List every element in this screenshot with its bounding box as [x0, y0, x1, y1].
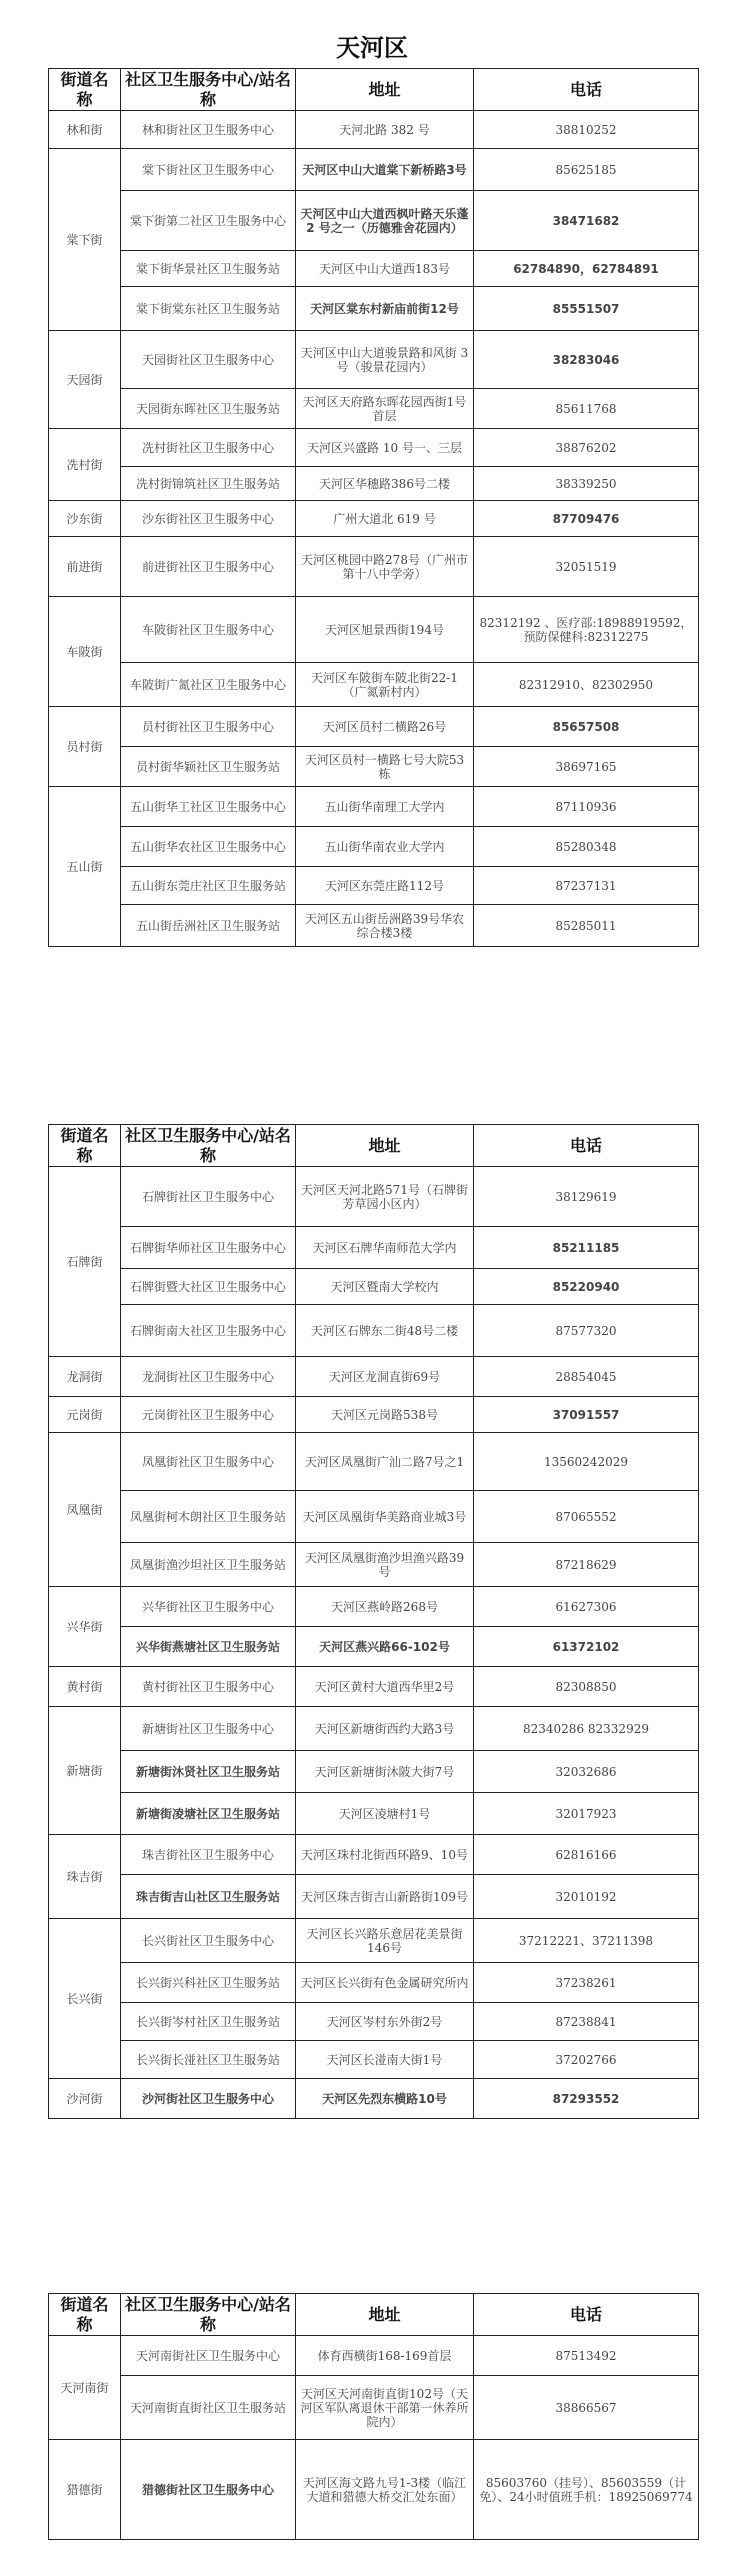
center-cell: 石牌街华师社区卫生服务中心 [121, 1227, 296, 1269]
table-row [49, 501, 699, 537]
table-header [49, 69, 699, 111]
phone-cell: 87293552 [474, 2079, 699, 2119]
table-row [49, 1397, 699, 1433]
phone-cell: 87110936 [474, 787, 699, 827]
table-header [49, 1125, 699, 1167]
address-cell: 天河区石牌东二街48号二楼 [296, 1305, 474, 1357]
center-cell: 员村街华颖社区卫生服务站 [121, 747, 296, 787]
table-row [49, 1707, 699, 1751]
address-cell: 天河区天河北路571号（石牌街芳草园小区内） [296, 1167, 474, 1227]
header-phone: 电话 [474, 1125, 699, 1167]
header-phone: 电话 [474, 2294, 699, 2336]
address-cell: 天河区新塘街西约大路3号 [296, 1707, 474, 1751]
center-cell: 棠下街社区卫生服务中心 [121, 149, 296, 191]
phone-cell: 32010192 [474, 1875, 699, 1919]
table-row [49, 1305, 699, 1357]
address-cell: 天河区凤凰街华美路商业城3号 [296, 1491, 474, 1543]
header-address: 地址 [296, 2294, 474, 2336]
table-row [49, 251, 699, 287]
header-center: 社区卫生服务中心/站名称 [121, 69, 296, 111]
table-row [49, 663, 699, 707]
clinic-table-3 [48, 2293, 699, 2540]
address-cell: 天河区珠村北街西环路9、10号 [296, 1835, 474, 1875]
table-row [49, 1667, 699, 1707]
phone-cell: 85611768 [474, 389, 699, 429]
center-cell: 长兴街兴科社区卫生服务站 [121, 1963, 296, 2003]
table-row [49, 1357, 699, 1397]
phone-cell: 87238841 [474, 2003, 699, 2041]
address-cell: 天河区棠东村新庙前街12号 [296, 287, 474, 331]
center-cell: 长兴街长湴社区卫生服务站 [121, 2041, 296, 2079]
phone-cell: 85280348 [474, 827, 699, 867]
table-row [49, 2003, 699, 2041]
center-cell: 凤凰街社区卫生服务中心 [121, 1433, 296, 1491]
phone-cell: 38129619 [474, 1167, 699, 1227]
center-cell: 元岗街社区卫生服务中心 [121, 1397, 296, 1433]
phone-cell: 37212221、37211398 [474, 1919, 699, 1963]
address-cell: 广州大道北 619 号 [296, 501, 474, 537]
table-row [49, 331, 699, 389]
street-cell: 天园街 [49, 331, 121, 429]
page-title: 天河区 [336, 34, 408, 62]
header-address: 地址 [296, 69, 474, 111]
phone-cell: 85211185 [474, 1227, 699, 1269]
header-center: 社区卫生服务中心/站名称 [121, 2294, 296, 2336]
phone-cell: 87237131 [474, 867, 699, 905]
phone-cell: 62784890，62784891 [474, 251, 699, 287]
center-cell: 车陂街广氮社区卫生服务中心 [121, 663, 296, 707]
street-cell: 珠吉街 [49, 1835, 121, 1919]
address-cell: 天河区员村二横路26号 [296, 707, 474, 747]
street-cell: 猎德街 [49, 2440, 121, 2540]
table-row [49, 1627, 699, 1667]
center-cell: 前进街社区卫生服务中心 [121, 537, 296, 597]
center-cell: 棠下街华景社区卫生服务站 [121, 251, 296, 287]
table-row [49, 2336, 699, 2376]
table-row [49, 467, 699, 501]
address-cell: 五山街华南农业大学内 [296, 827, 474, 867]
center-cell: 天河南街社区卫生服务中心 [121, 2336, 296, 2376]
table-row [49, 707, 699, 747]
phone-cell: 32032686 [474, 1751, 699, 1793]
center-cell: 五山街东莞庄社区卫生服务站 [121, 867, 296, 905]
center-cell: 珠吉街社区卫生服务中心 [121, 1835, 296, 1875]
table-row [49, 2041, 699, 2079]
address-cell: 天河区华穗路386号二楼 [296, 467, 474, 501]
address-cell: 天河区东莞庄路112号 [296, 867, 474, 905]
center-cell: 五山街华工社区卫生服务中心 [121, 787, 296, 827]
street-cell: 冼村街 [49, 429, 121, 501]
table-row [49, 1227, 699, 1269]
center-cell: 五山街岳洲社区卫生服务站 [121, 905, 296, 947]
table-row [49, 827, 699, 867]
center-cell: 沙河街社区卫生服务中心 [121, 2079, 296, 2119]
address-cell: 天河区岑村东外街2号 [296, 2003, 474, 2041]
table-row [49, 1835, 699, 1875]
phone-cell: 87513492 [474, 2336, 699, 2376]
center-cell: 员村街社区卫生服务中心 [121, 707, 296, 747]
phone-cell: 13560242029 [474, 1433, 699, 1491]
center-cell: 石牌街社区卫生服务中心 [121, 1167, 296, 1227]
table-row [49, 1167, 699, 1227]
phone-cell: 38697165 [474, 747, 699, 787]
phone-cell: 87218629 [474, 1543, 699, 1587]
table-row [49, 1587, 699, 1627]
phone-cell: 85220940 [474, 1269, 699, 1305]
address-cell: 天河区黄村大道西华里2号 [296, 1667, 474, 1707]
center-cell: 石牌街南大社区卫生服务中心 [121, 1305, 296, 1357]
address-cell: 天河区珠吉街吉山新路街109号 [296, 1875, 474, 1919]
street-cell: 黄村街 [49, 1667, 121, 1707]
street-cell: 沙东街 [49, 501, 121, 537]
phone-cell: 38339250 [474, 467, 699, 501]
street-cell: 棠下街 [49, 149, 121, 331]
table-row [49, 2376, 699, 2440]
center-cell: 冼村街锦筑社区卫生服务站 [121, 467, 296, 501]
street-cell: 新塘街 [49, 1707, 121, 1835]
table-row [49, 1919, 699, 1963]
phone-cell: 85603760（挂号）、85603559（计免）、24小时值班手机：18925069774 [474, 2440, 699, 2540]
phone-cell: 38866567 [474, 2376, 699, 2440]
center-cell: 新塘街凌塘社区卫生服务站 [121, 1793, 296, 1835]
center-cell: 兴华街社区卫生服务中心 [121, 1587, 296, 1627]
phone-cell: 85551507 [474, 287, 699, 331]
address-cell: 天河区员村一横路七号大院53栋 [296, 747, 474, 787]
header-street: 街道名称 [49, 2294, 121, 2336]
address-cell: 天河区车陂街车陂北街22-1（广氮新村内） [296, 663, 474, 707]
street-cell: 长兴街 [49, 1919, 121, 2079]
address-cell: 天河区中山大道棠下新桥路3号 [296, 149, 474, 191]
address-cell: 天河区旭景西街194号 [296, 597, 474, 663]
street-cell: 前进街 [49, 537, 121, 597]
center-cell: 长兴街社区卫生服务中心 [121, 1919, 296, 1963]
center-cell: 黄村街社区卫生服务中心 [121, 1667, 296, 1707]
street-cell: 沙河街 [49, 2079, 121, 2119]
table-row [49, 1543, 699, 1587]
table-row [49, 1433, 699, 1491]
address-cell: 天河区暨南大学校内 [296, 1269, 474, 1305]
phone-cell: 37202766 [474, 2041, 699, 2079]
address-cell: 天河区海文路九号1-3楼（临江大道和猎德大桥交汇处东面） [296, 2440, 474, 2540]
phone-cell: 82312192 、医疗部:18988919592，预防保健科:82312275 [474, 597, 699, 663]
center-cell: 凤凰街柯木朗社区卫生服务站 [121, 1491, 296, 1543]
center-cell: 龙洞街社区卫生服务中心 [121, 1357, 296, 1397]
table-row [49, 2440, 699, 2540]
phone-cell: 38471682 [474, 191, 699, 251]
header-center: 社区卫生服务中心/站名称 [121, 1125, 296, 1167]
address-cell: 天河区兴盛路 10 号一、三层 [296, 429, 474, 467]
clinic-table-1 [48, 68, 699, 947]
address-cell: 体育西横街168-169首层 [296, 2336, 474, 2376]
phone-cell: 61372102 [474, 1627, 699, 1667]
phone-cell: 82340286 82332929 [474, 1707, 699, 1751]
street-cell: 凤凰街 [49, 1433, 121, 1587]
street-cell: 元岗街 [49, 1397, 121, 1433]
phone-cell: 85285011 [474, 905, 699, 947]
street-cell: 林和街 [49, 111, 121, 149]
street-cell: 五山街 [49, 787, 121, 947]
address-cell: 五山街华南理工大学内 [296, 787, 474, 827]
phone-cell: 37091557 [474, 1397, 699, 1433]
phone-cell: 87709476 [474, 501, 699, 537]
table-row [49, 597, 699, 663]
street-cell: 兴华街 [49, 1587, 121, 1667]
clinic-table-2 [48, 1124, 699, 2119]
center-cell: 长兴街岑村社区卫生服务站 [121, 2003, 296, 2041]
address-cell: 天河区长兴街有色金属研究所内 [296, 1963, 474, 2003]
phone-cell: 38810252 [474, 111, 699, 149]
address-cell: 天河北路 382 号 [296, 111, 474, 149]
address-cell: 天河区石牌华南师范大学内 [296, 1227, 474, 1269]
center-cell: 车陂街社区卫生服务中心 [121, 597, 296, 663]
phone-cell: 85625185 [474, 149, 699, 191]
table-row [49, 429, 699, 467]
table-row [49, 1491, 699, 1543]
street-cell: 石牌街 [49, 1167, 121, 1357]
phone-cell: 32051519 [474, 537, 699, 597]
center-cell: 兴华街燕塘社区卫生服务站 [121, 1627, 296, 1667]
center-cell: 棠下街棠东社区卫生服务站 [121, 287, 296, 331]
table-row [49, 905, 699, 947]
address-cell: 天河区中山大道骏景路和风街 3 号（骏景花园内） [296, 331, 474, 389]
table-row [49, 1269, 699, 1305]
address-cell: 天河区中山大道西枫叶路天乐蓬 2 号之一（历德雅舍花园内） [296, 191, 474, 251]
phone-cell: 62816166 [474, 1835, 699, 1875]
table-row [49, 1751, 699, 1793]
center-cell: 冼村街社区卫生服务中心 [121, 429, 296, 467]
address-cell: 天河区长兴路乐意居花美景街146号 [296, 1919, 474, 1963]
center-cell: 石牌街暨大社区卫生服务中心 [121, 1269, 296, 1305]
address-cell: 天河区燕兴路66-102号 [296, 1627, 474, 1667]
phone-cell: 32017923 [474, 1793, 699, 1835]
table-row [49, 537, 699, 597]
table-row [49, 149, 699, 191]
table-row [49, 787, 699, 827]
header-phone: 电话 [474, 69, 699, 111]
table-row [49, 191, 699, 251]
phone-cell: 85657508 [474, 707, 699, 747]
street-cell: 龙洞街 [49, 1357, 121, 1397]
phone-cell: 82308850 [474, 1667, 699, 1707]
street-cell: 天河南街 [49, 2336, 121, 2440]
phone-cell: 37238261 [474, 1963, 699, 2003]
header-address: 地址 [296, 1125, 474, 1167]
table-row [49, 111, 699, 149]
phone-cell: 28854045 [474, 1357, 699, 1397]
center-cell: 棠下街第二社区卫生服务中心 [121, 191, 296, 251]
center-cell: 新塘街社区卫生服务中心 [121, 1707, 296, 1751]
center-cell: 天园街社区卫生服务中心 [121, 331, 296, 389]
address-cell: 天河区龙洞直街69号 [296, 1357, 474, 1397]
phone-cell: 82312910、82302950 [474, 663, 699, 707]
center-cell: 猎德街社区卫生服务中心 [121, 2440, 296, 2540]
address-cell: 天河区桃园中路278号（广州市第十八中学旁） [296, 537, 474, 597]
table-row [49, 2079, 699, 2119]
table-row [49, 389, 699, 429]
address-cell: 天河区先烈东横路10号 [296, 2079, 474, 2119]
address-cell: 天河区元岗路538号 [296, 1397, 474, 1433]
address-cell: 天河区新塘街沐陂大街7号 [296, 1751, 474, 1793]
street-cell: 员村街 [49, 707, 121, 787]
center-cell: 天河南街直街社区卫生服务站 [121, 2376, 296, 2440]
header-street: 街道名称 [49, 1125, 121, 1167]
phone-cell: 38283046 [474, 331, 699, 389]
address-cell: 天河区凤凰街渔沙坦渔兴路39号 [296, 1543, 474, 1587]
address-cell: 天河区五山街岳洲路39号华农综合楼3楼 [296, 905, 474, 947]
table-row [49, 287, 699, 331]
center-cell: 珠吉街吉山社区卫生服务站 [121, 1875, 296, 1919]
address-cell: 天河区中山大道西183号 [296, 251, 474, 287]
center-cell: 凤凰街渔沙坦社区卫生服务站 [121, 1543, 296, 1587]
phone-cell: 38876202 [474, 429, 699, 467]
table-row [49, 747, 699, 787]
street-cell: 车陂街 [49, 597, 121, 707]
table-row [49, 1963, 699, 2003]
center-cell: 林和街社区卫生服务中心 [121, 111, 296, 149]
address-cell: 天河区长湴南大街1号 [296, 2041, 474, 2079]
center-cell: 天园街东晖社区卫生服务站 [121, 389, 296, 429]
table-row [49, 867, 699, 905]
table-row [49, 1793, 699, 1835]
address-cell: 天河区天府路东晖花园西街1号首层 [296, 389, 474, 429]
table-header [49, 2294, 699, 2336]
phone-cell: 87577320 [474, 1305, 699, 1357]
table-row [49, 1875, 699, 1919]
address-cell: 天河区天河南街直街102号（天河区军队离退休干部第一休养所院内） [296, 2376, 474, 2440]
phone-cell: 87065552 [474, 1491, 699, 1543]
header-street: 街道名称 [49, 69, 121, 111]
center-cell: 五山街华农社区卫生服务中心 [121, 827, 296, 867]
phone-cell: 61627306 [474, 1587, 699, 1627]
center-cell: 新塘街沐贤社区卫生服务站 [121, 1751, 296, 1793]
address-cell: 天河区凤凰街广汕二路7号之1 [296, 1433, 474, 1491]
address-cell: 天河区凌塘村1号 [296, 1793, 474, 1835]
center-cell: 沙东街社区卫生服务中心 [121, 501, 296, 537]
address-cell: 天河区燕岭路268号 [296, 1587, 474, 1627]
